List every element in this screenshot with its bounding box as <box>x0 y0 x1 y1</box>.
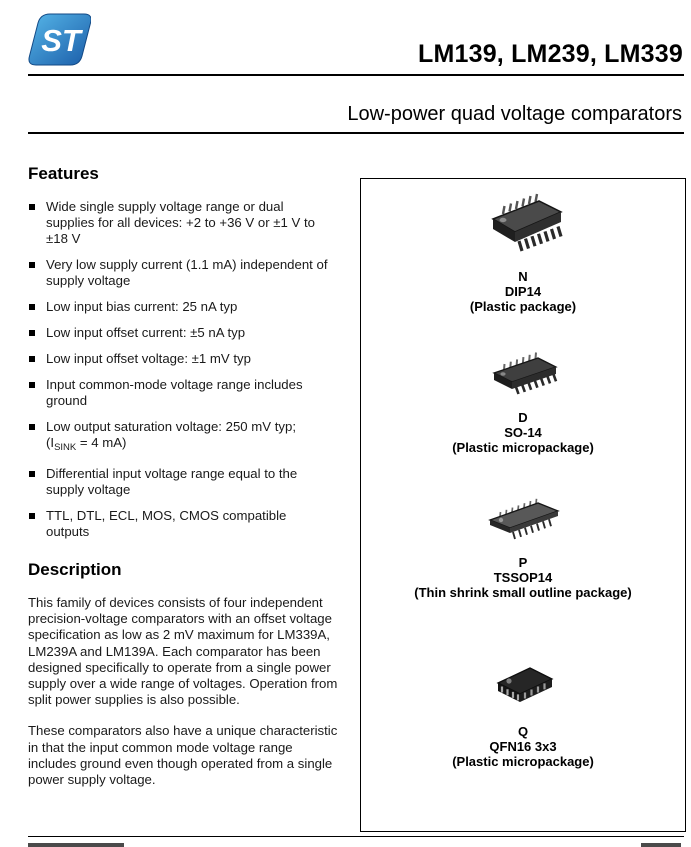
package-name: TSSOP14 <box>493 570 553 585</box>
square-bullet-icon <box>29 262 35 268</box>
st-logo <box>27 11 91 69</box>
subtitle-divider <box>28 132 684 134</box>
feature-text <box>46 419 332 456</box>
st-logo-icon <box>27 11 91 69</box>
feature-text: Very low supply current (1.1 mA) independent of supply voltage <box>46 257 328 288</box>
left-column <box>28 164 346 803</box>
tssop14-package-icon <box>476 495 571 547</box>
feature-text: TTL, DTL, ECL, MOS, CMOS compatible outputs <box>46 508 287 539</box>
qfn16-package-icon <box>484 658 562 716</box>
page-title: LM139, LM239, LM339 <box>417 40 683 68</box>
package-figure-so14 <box>452 350 594 455</box>
package-box <box>360 178 686 832</box>
package-desc: (Thin shrink small outline package) <box>414 585 632 600</box>
feature-text-line2 <box>46 435 332 456</box>
isink-suffix: = 4 mA) <box>76 435 127 450</box>
feature-item <box>28 466 332 498</box>
features-list <box>28 199 346 540</box>
feature-text: Low input bias current: 25 nA typ <box>46 299 238 314</box>
feature-item <box>28 377 332 409</box>
svg-text:ST: ST <box>41 23 81 58</box>
footer-cut-text-fragment <box>28 843 124 847</box>
feature-text: Differential input voltage range equal to the supply voltage <box>46 466 298 497</box>
dip14-package-icon <box>473 193 573 261</box>
feature-item-isink <box>28 419 332 456</box>
package-figure-qfn16 <box>452 658 594 769</box>
description-heading: Description <box>28 560 122 579</box>
feature-text: Low input offset voltage: ±1 mV typ <box>46 351 251 366</box>
footer-divider <box>28 836 684 837</box>
square-bullet-icon <box>29 382 35 388</box>
feature-item <box>28 199 332 247</box>
package-name: SO-14 <box>504 425 542 440</box>
description-paragraph-2: These comparators also have a unique characteristic in that the input common mode voltage range includes ground even though operated from a single power supply voltage. <box>28 723 338 788</box>
feature-item <box>28 325 332 341</box>
feature-item <box>28 257 332 289</box>
footer-cut-text-fragment <box>641 843 681 847</box>
package-figure-tssop14 <box>414 495 631 600</box>
square-bullet-icon <box>29 424 35 430</box>
description-paragraph-1: This family of devices consists of four independent precision-voltage comparators with an offset voltage specification as low as 2 mV maximum for LM339A, LM239A and LM139A. Each comparator has been designed specifically to operate from a single power supply over a wide range of voltages. Operation from split power supplies is also possible. <box>28 595 338 708</box>
document-subtitle: Low-power quad voltage comparators <box>347 103 682 125</box>
feature-text: Low input offset current: ±5 nA typ <box>46 325 246 340</box>
feature-text: Wide single supply voltage range or dual supplies for all devices: +2 to +36 V or ±1 V to ±18 V <box>46 199 315 246</box>
package-name: DIP14 <box>504 284 542 299</box>
package-code: N <box>518 269 528 284</box>
square-bullet-icon <box>29 330 35 336</box>
package-figure-dip14 <box>470 193 576 314</box>
features-heading: Features <box>28 164 99 183</box>
feature-text: Input common-mode voltage range includes ground <box>46 377 303 408</box>
feature-text-line1: Low output saturation voltage: 250 mV typ; <box>46 419 296 434</box>
package-code: Q <box>517 724 529 739</box>
square-bullet-icon <box>29 513 35 519</box>
package-name: QFN16 3x3 <box>489 739 557 754</box>
square-bullet-icon <box>29 304 35 310</box>
header-divider <box>28 74 684 76</box>
package-desc: (Plastic micropackage) <box>452 440 594 455</box>
so14-package-icon <box>478 350 568 402</box>
square-bullet-icon <box>29 356 35 362</box>
package-code: D <box>518 410 528 425</box>
package-code: P <box>518 555 528 570</box>
square-bullet-icon <box>29 204 35 210</box>
feature-item <box>28 299 332 315</box>
feature-item <box>28 508 332 540</box>
package-desc: (Plastic micropackage) <box>452 754 594 769</box>
isink-prefix: (I <box>46 435 55 450</box>
package-desc: (Plastic package) <box>469 299 577 314</box>
square-bullet-icon <box>29 471 35 477</box>
isink-subscript: SINK <box>54 442 77 453</box>
feature-item <box>28 351 332 367</box>
